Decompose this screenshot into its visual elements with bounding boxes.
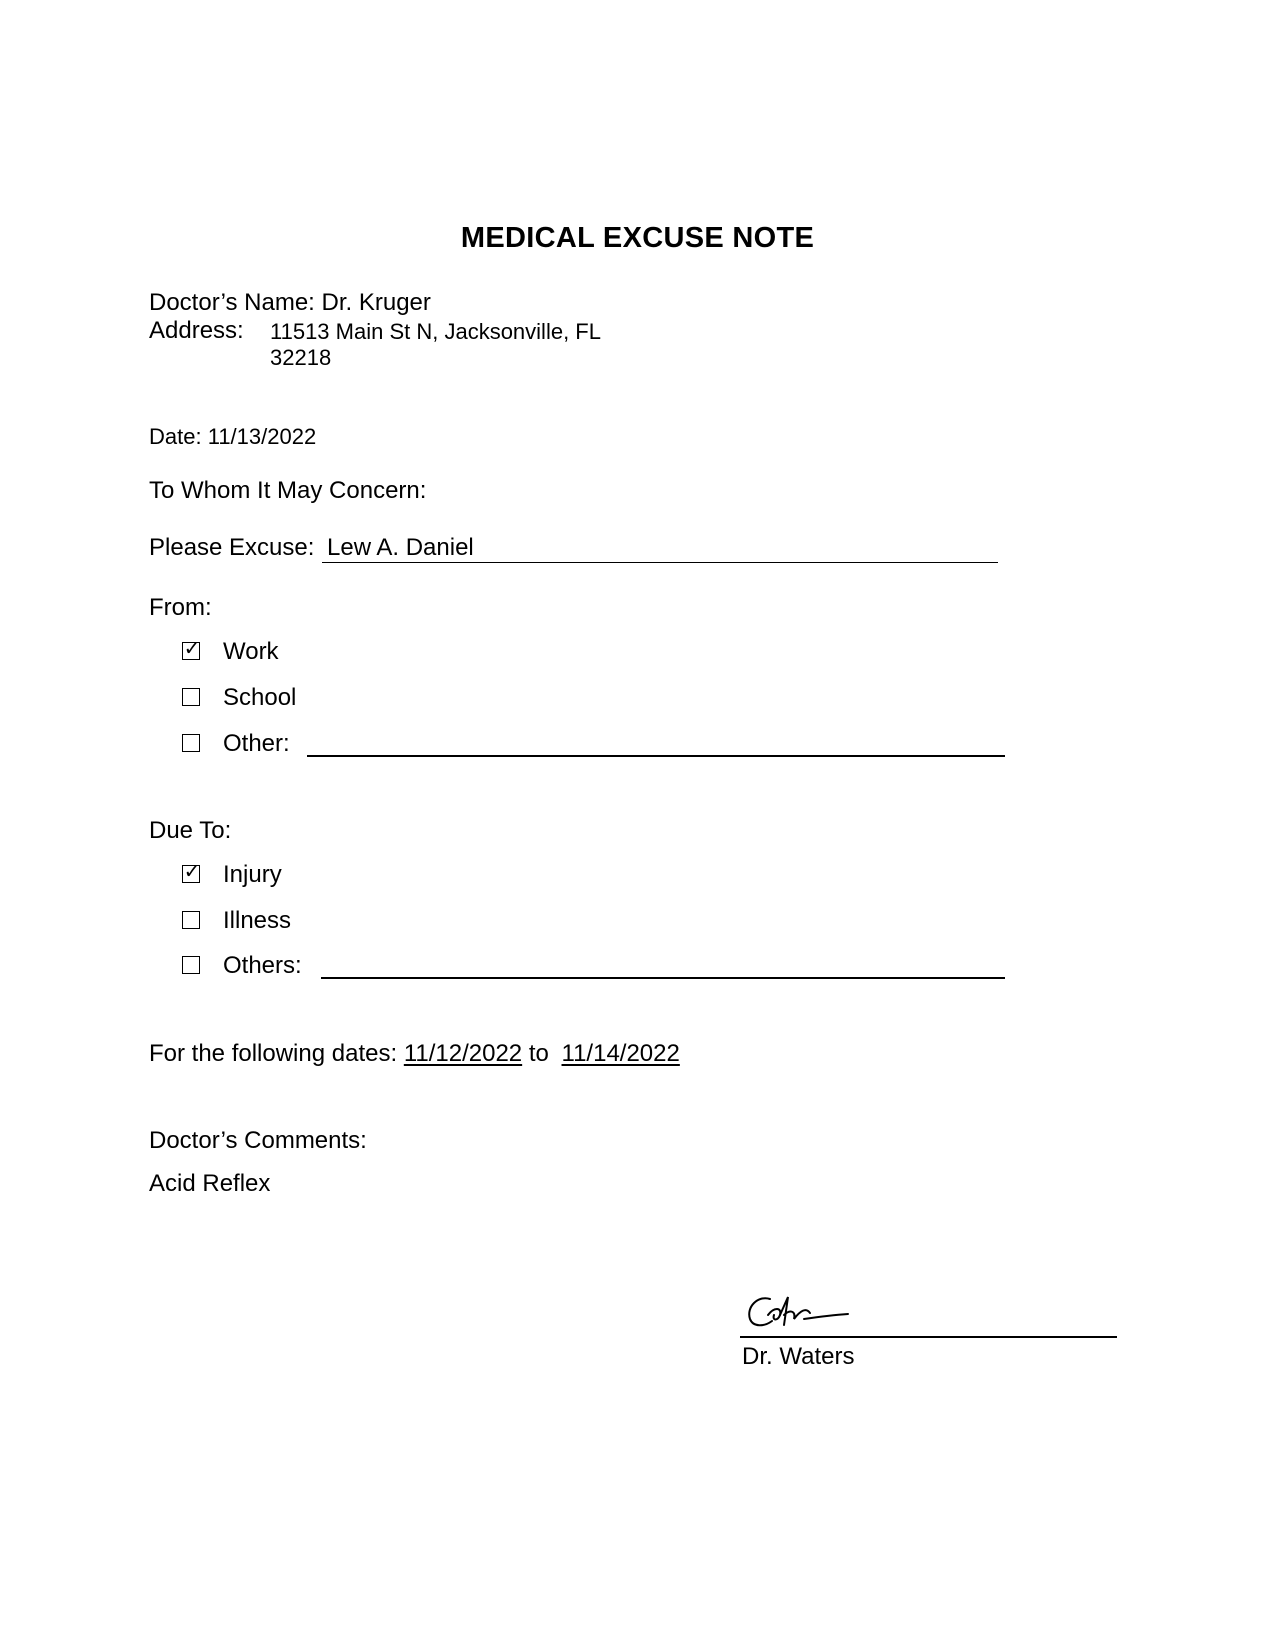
check-mark-icon: ✓	[183, 636, 201, 660]
from-school-checkbox[interactable]	[182, 688, 200, 706]
doctor-name-value: Dr. Kruger	[321, 289, 431, 316]
from-work-label: Work	[223, 638, 279, 665]
dates-label: For the following dates:	[149, 1040, 398, 1067]
address-line-1: 11513 Main St N, Jacksonville, FL	[270, 319, 601, 344]
date-line	[149, 424, 316, 450]
from-other-underline[interactable]	[307, 755, 1005, 757]
salutation: To Whom It May Concern:	[149, 477, 427, 504]
from-work-checkbox[interactable]	[182, 636, 201, 660]
date-from-value: 11/12/2022	[403, 1040, 523, 1067]
date-value: 11/13/2022	[207, 424, 317, 449]
from-label: From:	[149, 594, 212, 621]
from-other-checkbox[interactable]	[182, 734, 200, 752]
dates-to-word: to	[528, 1040, 549, 1067]
comments-value: Acid Reflex	[149, 1170, 271, 1197]
signature-mark	[744, 1285, 854, 1341]
due-illness-label: Illness	[223, 907, 292, 934]
address-line-2: 32218	[270, 345, 332, 370]
signature-line	[740, 1336, 1117, 1338]
address-label: Address:	[149, 317, 244, 344]
due-to-label: Due To:	[149, 817, 232, 844]
doctor-name-line	[149, 289, 431, 317]
due-injury-checkbox[interactable]	[182, 859, 201, 883]
doctor-name-label: Doctor’s Name:	[149, 289, 315, 316]
from-school-label: School	[223, 684, 297, 711]
date-to-value: 11/14/2022	[561, 1040, 680, 1067]
signature-caption: Dr. Waters	[742, 1343, 855, 1370]
comments-label: Doctor’s Comments:	[149, 1127, 367, 1154]
due-illness-checkbox[interactable]	[182, 911, 200, 929]
excuse-value: Lew A. Daniel	[327, 534, 474, 561]
dates-line	[149, 1040, 680, 1068]
due-others-checkbox[interactable]	[182, 956, 200, 974]
excuse-label: Please Excuse:	[149, 534, 315, 561]
due-others-label: Others:	[223, 952, 302, 979]
excuse-underline	[322, 562, 998, 563]
page-title: MEDICAL EXCUSE NOTE	[460, 222, 815, 254]
check-mark-icon: ✓	[183, 859, 201, 883]
due-others-underline[interactable]	[321, 977, 1005, 979]
due-injury-label: Injury	[223, 861, 282, 888]
from-other-label: Other:	[223, 730, 290, 757]
date-label: Date:	[149, 424, 202, 449]
